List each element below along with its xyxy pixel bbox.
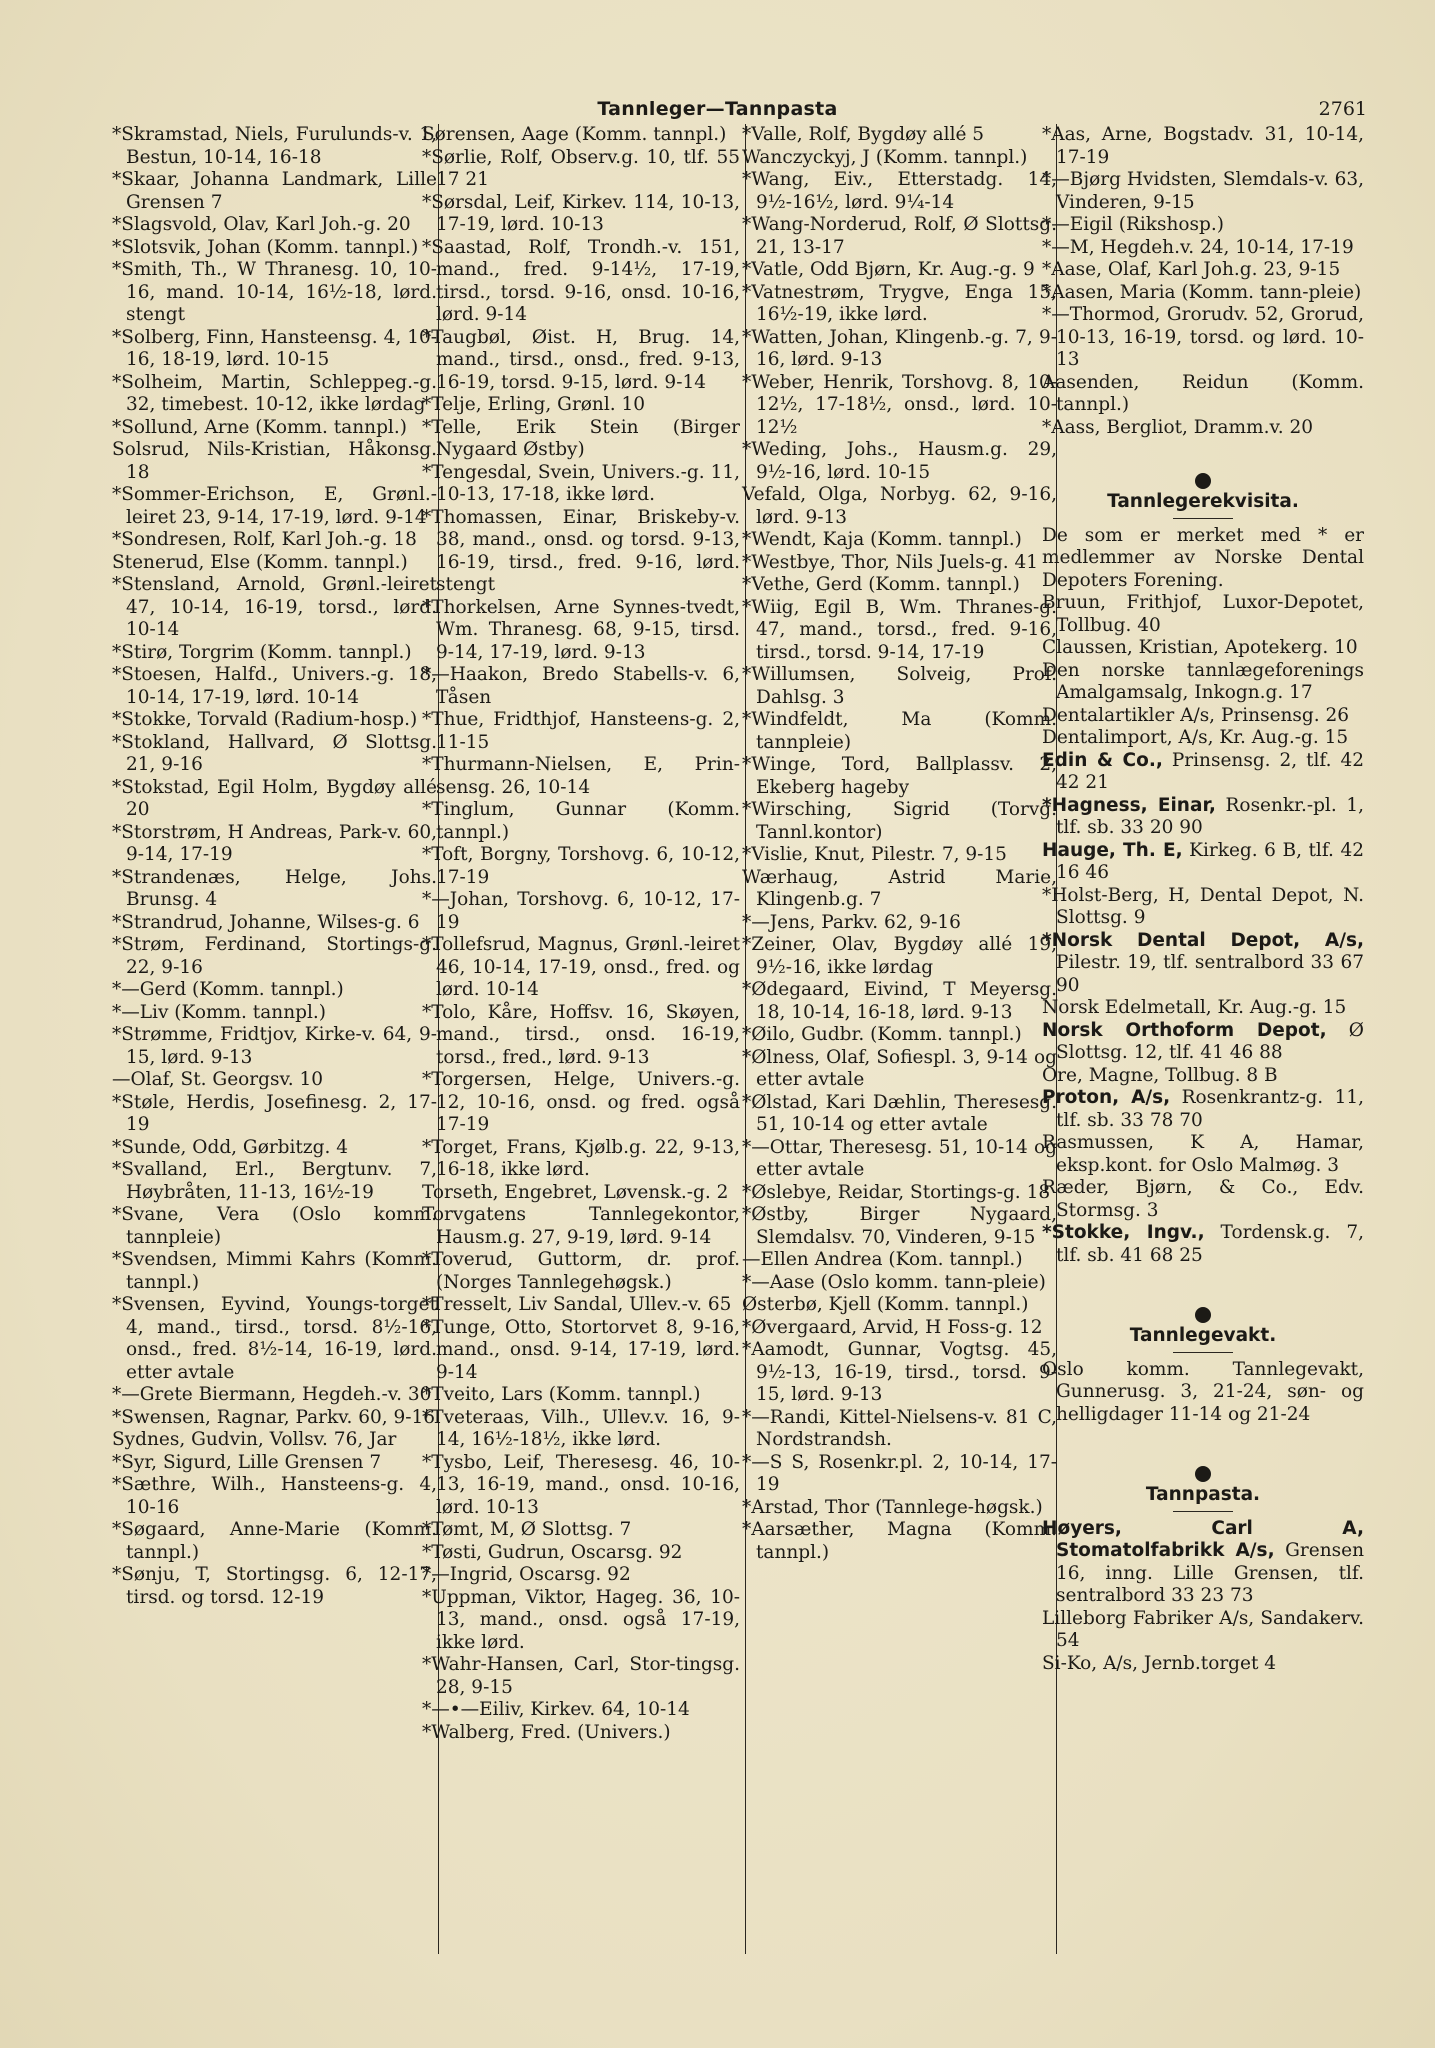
entry-details: Kirkeg. 6 B, tlf. 42 16 46 bbox=[1056, 839, 1364, 883]
directory-entry: *Torgersen, Helge, Univers.-g. 12, 10-16, onsd. og fred. også 17-19 bbox=[422, 1069, 740, 1135]
directory-entry: Oslo komm. Tannlegevakt, Gunnerusg. 3, 21-24, søn- og helligdager 11-14 og 21-24 bbox=[1042, 1358, 1364, 1425]
directory-entry: *Aase, Olaf, Karl Joh.g. 23, 9-15 bbox=[1042, 259, 1341, 280]
directory-entry: *Storstrøm, H Andreas, Park-v. 60, 9-14, 17-19 bbox=[112, 821, 437, 865]
entry-details: Rosenkrantz-g. 11, tlf. sb. 33 78 70 bbox=[1056, 1087, 1364, 1131]
directory-entry: *Svendsen, Mimmi Kahrs (Komm. tannpl.) bbox=[112, 1249, 437, 1293]
directory-entry: *Strøm, Ferdinand, Stortings-g. 22, 9-16 bbox=[112, 934, 437, 978]
directory-entry: Sydnes, Gudvin, Vollsv. 76, Jar bbox=[112, 1429, 397, 1450]
directory-entry: *Svensen, Eyvind, Youngs-torget 4, mand., tirsd., torsd. 8½-16, onsd., fred. 8½-14, 16-19, lørd. etter avtale bbox=[112, 1294, 437, 1383]
directory-entry: *Tøsti, Gudrun, Oscarsg. 92 bbox=[422, 1541, 683, 1563]
section-divider bbox=[1173, 1511, 1233, 1512]
directory-entry: *Støle, Herdis, Josefinesg. 2, 17-19 bbox=[112, 1091, 437, 1135]
directory-entry: Wærhaug, Astrid Marie, Klingenb.g. 7 bbox=[742, 866, 1057, 910]
directory-entry: *Tresselt, Liv Sandal, Ullev.-v. 65 bbox=[422, 1294, 732, 1315]
directory-entry: Østerbø, Kjell (Komm. tannpl.) bbox=[742, 1294, 1029, 1315]
directory-entry: *Westbye, Thor, Nils Juels-g. 41 bbox=[742, 551, 1039, 573]
directory-entry bbox=[1042, 1177, 1364, 1222]
directory-entry: *Vatle, Odd Bjørn, Kr. Aug.-g. 9 bbox=[742, 259, 1035, 280]
directory-entry: *Weber, Henrik, Torshovg. 8, 10-12½, 17-18½, onsd., lørd. 10-12½ bbox=[742, 371, 1057, 438]
directory-entry: *—Aase (Oslo komm. tann-pleie) bbox=[742, 1271, 1046, 1293]
directory-entry: *Wang-Norderud, Rolf, Ø Slottsg. 21, 13-17 bbox=[742, 214, 1057, 258]
directory-entry: *Zeiner, Olav, Bygdøy allé 19, 9½-16, ikke lørdag bbox=[742, 934, 1057, 978]
directory-entry: *Tunge, Otto, Stortorvet 8, 9-16, mand., onsd. 9-14, 17-19, lørd. 9-14 bbox=[422, 1316, 740, 1383]
directory-entry: *Aass, Bergliot, Dramm.v. 20 bbox=[1042, 416, 1314, 438]
directory-entry: *Aasen, Maria (Komm. tann-pleie) bbox=[1042, 281, 1362, 303]
directory-entry: *Ødegaard, Eivind, T Meyersg. 18, 10-14, 16-18, lørd. 9-13 bbox=[742, 979, 1057, 1023]
entry-name: *Stokke, Ingv., bbox=[1042, 1222, 1205, 1243]
directory-entry: Torvgatens Tannlegekontor, Hausm.g. 27, 9-19, lørd. 9-14 bbox=[422, 1204, 740, 1248]
entry-details: *Holst-Berg, H, Dental Depot, N. Slottsg. 9 bbox=[1042, 884, 1364, 928]
directory-entry: *—Gerd (Komm. tannpl.) bbox=[112, 979, 344, 1000]
section-title-rekvisita: Tannlegerekvisita. bbox=[1107, 491, 1299, 512]
directory-entry: *Arstad, Thor (Tannlege-høgsk.) bbox=[742, 1496, 1043, 1518]
directory-entry: *Toverud, Guttorm, dr. prof. (Norges Tannlegehøgsk.) bbox=[422, 1249, 740, 1293]
entry-details: Prinsensg. 2, tlf. 42 42 21 bbox=[1056, 749, 1364, 793]
directory-entry: Wanczyckyj, J (Komm. tannpl.) bbox=[742, 146, 1028, 168]
directory-entry: *Vatnestrøm, Trygve, Enga 15, 16½-19, ikke lørd. bbox=[742, 281, 1057, 325]
directory-entry: *Telje, Erling, Grønl. 10 bbox=[422, 394, 646, 415]
directory-entry: *Uppman, Viktor, Hageg. 36, 10-13, mand., onsd. også 17-19, ikke lørd. bbox=[422, 1586, 740, 1653]
directory-entry: *Winge, Tord, Ballplassv. 2, Ekeberg hageby bbox=[742, 754, 1057, 798]
directory-entry: *—Liv (Komm. tannpl.) bbox=[112, 1001, 326, 1023]
directory-entry: *Sæthre, Wilh., Hansteens-g. 4, 10-16 bbox=[112, 1474, 437, 1518]
directory-entry bbox=[1042, 1132, 1364, 1177]
directory-entry bbox=[1042, 1065, 1364, 1088]
directory-entry: *—•—Eiliv, Kirkev. 64, 10-14 bbox=[422, 1699, 690, 1720]
directory-entry: *Ølness, Olaf, Sofiespl. 3, 9-14 og etter avtale bbox=[742, 1046, 1057, 1090]
entry-details: Pilestr. 19, tlf. sentralbord 33 67 90 bbox=[1056, 952, 1364, 996]
directory-entry bbox=[1042, 1608, 1364, 1653]
directory-entry: *Wang, Eiv., Etterstadg. 14, 9½-16½, lørd. 9¼-14 bbox=[742, 169, 1057, 213]
directory-entry bbox=[1042, 1653, 1364, 1676]
column-1 bbox=[112, 124, 437, 1609]
directory-entry: *Tengesdal, Svein, Univers.-g. 11, 10-13, 17-18, ikke lørd. bbox=[422, 461, 740, 505]
column-2 bbox=[422, 124, 740, 1744]
directory-entry: *Sollund, Arne (Komm. tannpl.) bbox=[112, 416, 407, 438]
directory-entry: *Aarsæther, Magna (Komm. tannpl.) bbox=[742, 1519, 1057, 1563]
directory-entry bbox=[1042, 592, 1364, 637]
directory-entry: *Sunde, Odd, Gørbitzg. 4 bbox=[112, 1136, 348, 1158]
directory-entry bbox=[1042, 840, 1364, 885]
directory-entry: *Stensland, Arnold, Grønl.-leiret 47, 10-14, 16-19, torsd., lørd. 10-14 bbox=[112, 574, 437, 640]
tannpasta-list bbox=[1042, 1518, 1364, 1676]
directory-entry: *Tollefsrud, Magnus, Grønl.-leiret 46, 10-14, 17-19, onsd., fred. og lørd. 10-14 bbox=[422, 934, 740, 1000]
directory-entry: *Thue, Fridthjof, Hansteens-g. 2, 11-15 bbox=[422, 709, 740, 753]
directory-entry: *Telle, Erik Stein (Birger Nygaard Østby) bbox=[422, 416, 740, 460]
directory-entry: *Wahr-Hansen, Carl, Stor-tingsg. 28, 9-15 bbox=[422, 1654, 740, 1698]
column-4-listing bbox=[1042, 124, 1364, 439]
directory-entry: *Øilo, Gudbr. (Komm. tannpl.) bbox=[742, 1024, 1022, 1045]
directory-entry: *Solberg, Finn, Hansteensg. 4, 10-16, 18-19, lørd. 10-15 bbox=[112, 326, 437, 370]
entry-details: Ræder, Bjørn, & Co., Edv. Stormsg. 3 bbox=[1042, 1177, 1364, 1221]
directory-entry bbox=[1042, 930, 1364, 998]
directory-entry: —Olaf, St. Georgsv. 10 bbox=[112, 1069, 324, 1090]
directory-entry: *Tysbo, Leif, Theresesg. 46, 10-13, 16-19, mand., onsd. 10-16, lørd. 10-13 bbox=[422, 1451, 740, 1518]
section-intro: De som er merket med * er medlemmer av Norske Dental Depoters Forening. bbox=[1042, 524, 1364, 591]
directory-entry bbox=[1042, 1518, 1364, 1608]
directory-entry: *Tolo, Kåre, Hoffsv. 16, Skøyen, mand., tirsd., onsd. 16-19, torsd., fred., lørd. 9-13 bbox=[422, 1001, 740, 1068]
directory-entry: *Skaar, Johanna Landmark, Lille Grensen 7 bbox=[112, 169, 437, 213]
entry-details: Norsk Edelmetall, Kr. Aug.-g. 15 bbox=[1042, 997, 1347, 1018]
directory-entry: *Thomassen, Einar, Briskeby-v. 38, mand., onsd. og torsd. 9-13, 16-19, tirsd., fred. 9-16, lørd. stengt bbox=[422, 506, 740, 595]
section-title-tannpasta: Tannpasta. bbox=[1145, 1484, 1261, 1505]
directory-entry: *—Grete Biermann, Hegdeh.-v. 30 bbox=[112, 1384, 432, 1405]
directory-entry: *Valle, Rolf, Bygdøy allé 5 bbox=[742, 124, 985, 145]
directory-entry: *Wendt, Kaja (Komm. tannpl.) bbox=[742, 529, 1022, 550]
directory-entry bbox=[1042, 750, 1364, 795]
directory-entry: *Windfeldt, Ma (Komm. tannpleie) bbox=[742, 709, 1057, 753]
bullet-icon bbox=[1195, 1307, 1211, 1323]
directory-entry bbox=[1042, 1087, 1364, 1132]
rekvisita-list bbox=[1042, 592, 1364, 1267]
column-4 bbox=[1042, 124, 1364, 1675]
directory-entry: *Thurmann-Nielsen, E, Prin-sensg. 26, 10-14 bbox=[422, 754, 740, 798]
directory-entry: *Tveito, Lars (Komm. tannpl.) bbox=[422, 1384, 701, 1405]
entry-details: Claussen, Kristian, Apotekerg. 10 bbox=[1042, 637, 1358, 658]
vakt-list bbox=[1042, 1359, 1364, 1427]
directory-entry: *Sørsdal, Leif, Kirkev. 114, 10-13, 17-19, lørd. 10-13 bbox=[422, 191, 740, 235]
entry-details: Ore, Magne, Tollbug. 8 B bbox=[1042, 1064, 1278, 1086]
directory-entry: *—Ingrid, Oscarsg. 92 bbox=[422, 1564, 631, 1585]
directory-entry: *Svalland, Erl., Bergtunv. 7, Høybråten, 11-13, 16½-19 bbox=[112, 1159, 437, 1203]
entry-details: Grensen 16, inng. Lille Grensen, tlf. sentralbord 33 23 73 bbox=[1056, 1540, 1364, 1606]
entry-details: Tordensk.g. 7, tlf. sb. 41 68 25 bbox=[1056, 1222, 1364, 1266]
directory-entry: *Smith, Th., W Thranesg. 10, 10-16, mand. 10-14, 16½-18, lørd. stengt bbox=[112, 259, 437, 325]
directory-entry: Vefald, Olga, Norbyg. 62, 9-16, lørd. 9-13 bbox=[742, 484, 1057, 528]
directory-entry: Stenerud, Else (Komm. tannpl.) bbox=[112, 551, 408, 573]
entry-name: Edin & Co., bbox=[1042, 749, 1163, 771]
entry-name: Hauge, Th. E, bbox=[1042, 839, 1183, 861]
directory-entry: Sørensen, Aage (Komm. tannpl.) bbox=[422, 124, 727, 145]
entry-name: Proton, A/s, bbox=[1042, 1087, 1171, 1108]
directory-entry bbox=[1042, 885, 1364, 930]
directory-entry: *Thorkelsen, Arne Synnes-tvedt, Wm. Thranesg. 68, 9-15, tirsd. 9-14, 17-19, lørd. 9-13 bbox=[422, 596, 740, 663]
page-title: Tannleger—Tannpasta bbox=[597, 98, 838, 120]
directory-entry: *Willumsen, Solveig, Prof. Dahlsg. 3 bbox=[742, 664, 1057, 708]
entry-details: Rasmussen, K A, Hamar, eksp.kont. for Oslo Malmøg. 3 bbox=[1042, 1132, 1364, 1176]
section-title-vakt: Tannlegevakt. bbox=[1129, 1325, 1277, 1346]
directory-entry: *Aas, Arne, Bogstadv. 31, 10-14, 17-19 bbox=[1042, 124, 1364, 168]
directory-entry: Torseth, Engebret, Løvensk.-g. 2 bbox=[422, 1181, 729, 1203]
directory-entry: *Tveteraas, Vilh., Ullev.v. 16, 9-14, 16½-18½, ikke lørd. bbox=[422, 1406, 740, 1450]
directory-entry bbox=[1042, 795, 1364, 840]
directory-entry: *Øvergaard, Arvid, H Foss-g. 12 bbox=[742, 1316, 1043, 1338]
directory-entry: *Weding, Johs., Hausm.g. 29, 9½-16, lørd. 10-15 bbox=[742, 439, 1057, 483]
entry-name: Høyers, Carl A, Stomatolfabrikk A/s, bbox=[1042, 1517, 1364, 1561]
directory-entry: *Tømt, M, Ø Slottsg. 7 bbox=[422, 1519, 632, 1540]
directory-entry: *—S S, Rosenkr.pl. 2, 10-14, 17-19 bbox=[742, 1451, 1057, 1495]
entry-details: Bruun, Frithjof, Luxor-Depotet, Tollbug. 40 bbox=[1042, 592, 1364, 636]
directory-entry: *Walberg, Fred. (Univers.) bbox=[422, 1721, 671, 1743]
entry-details: Dentalimport, A/s, Kr. Aug.-g. 15 bbox=[1042, 727, 1349, 748]
entry-details: Ø Slottsg. 12, tlf. 41 46 88 bbox=[1056, 1019, 1364, 1063]
entry-details: Rosenkr.-pl. 1, tlf. sb. 33 20 90 bbox=[1056, 794, 1364, 838]
directory-entry: *—Eigil (Rikshosp.) bbox=[1042, 214, 1224, 235]
directory-entry: *Wirsching, Sigrid (Torvg. Tannl.kontor) bbox=[742, 799, 1057, 843]
directory-entry: *—Haakon, Bredo Stabells-v. 6, Tåsen bbox=[422, 664, 740, 708]
bullet-icon bbox=[1195, 1466, 1211, 1482]
directory-entry: *Stokstad, Egil Holm, Bygdøy allé 20 bbox=[112, 776, 437, 820]
directory-entry: *Slagsvold, Olav, Karl Joh.-g. 20 bbox=[112, 214, 411, 235]
directory-entry: *Swensen, Ragnar, Parkv. 60, 9-16 bbox=[112, 1406, 436, 1428]
section-divider bbox=[1173, 518, 1233, 519]
entry-details: Lilleborg Fabriker A/s, Sandakerv. 54 bbox=[1042, 1607, 1364, 1651]
directory-entry: *Østby, Birger Nygaard, Slemdalsv. 70, Vinderen, 9-15 bbox=[742, 1204, 1057, 1248]
bullet-icon bbox=[1195, 473, 1211, 489]
directory-entry: *—Ottar, Theresesg. 51, 10-14 og etter avtale bbox=[742, 1136, 1057, 1180]
directory-entry: *Strandrud, Johanne, Wilses-g. 6 bbox=[112, 911, 420, 933]
directory-entry: *Stokland, Hallvard, Ø Slottsg. 21, 9-16 bbox=[112, 731, 437, 775]
entry-details: Dentalartikler A/s, Prinsensg. 26 bbox=[1042, 704, 1350, 726]
directory-entry bbox=[1042, 997, 1364, 1020]
directory-entry: *Syr, Sigurd, Lille Grensen 7 bbox=[112, 1451, 382, 1473]
directory-entry: *Sondresen, Rolf, Karl Joh.-g. 18 bbox=[112, 529, 417, 550]
directory-entry: *—Jens, Parkv. 62, 9-16 bbox=[742, 911, 961, 933]
directory-entry: *Slotsvik, Johan (Komm. tannpl.) bbox=[112, 236, 419, 258]
directory-entry: *Ølstad, Kari Dæhlin, Theresesg. 51, 10-14 og etter avtale bbox=[742, 1091, 1057, 1135]
directory-entry: *Taugbøl, Øist. H, Brug. 14, mand., tirsd., onsd., fred. 9-13, 16-19, torsd. 9-15, lørd. 9-14 bbox=[422, 326, 740, 393]
directory-entry bbox=[1042, 705, 1364, 728]
directory-entry: *Skramstad, Niels, Furulunds-v. 1, Bestun, 10-14, 16-18 bbox=[112, 124, 437, 168]
directory-entry: *Sørlie, Rolf, Observ.g. 10, tlf. 55 17 21 bbox=[422, 146, 740, 190]
directory-entry: *Søgaard, Anne-Marie (Komm. tannpl.) bbox=[112, 1519, 437, 1563]
directory-entry bbox=[1042, 637, 1364, 660]
directory-entry: *Tinglum, Gunnar (Komm. tannpl.) bbox=[422, 799, 740, 843]
entry-name: *Hagness, Einar, bbox=[1042, 794, 1216, 816]
directory-entry: *Saastad, Rolf, Trondh.-v. 151, mand., fred. 9-14½, 17-19, tirsd., torsd. 9-16, onsd. 10-16, lørd. 9-14 bbox=[422, 236, 740, 325]
directory-entry bbox=[1042, 660, 1364, 705]
column-3 bbox=[742, 124, 1057, 1564]
directory-entry: *Sønju, T, Stortingsg. 6, 12-17, tirsd. og torsd. 12-19 bbox=[112, 1564, 437, 1608]
directory-entry: *Wiig, Egil B, Wm. Thranes-g. 47, mand., torsd., fred. 9-16, tirsd., torsd. 9-14, 17-19 bbox=[742, 596, 1057, 663]
directory-entry: *—Johan, Torshovg. 6, 10-12, 17-19 bbox=[422, 889, 740, 933]
section-divider bbox=[1173, 1352, 1233, 1353]
directory-entry: *—Thormod, Grorudv. 52, Grorud, 10-13, 16-19, torsd. og lørd. 10-13 bbox=[1042, 304, 1364, 370]
directory-entry: *Øslebye, Reidar, Stortings-g. 18 bbox=[742, 1181, 1051, 1203]
directory-entry: *Strandenæs, Helge, Johs. Brunsg. 4 bbox=[112, 866, 437, 910]
directory-entry: *—Bjørg Hvidsten, Slemdals-v. 63, Vinderen, 9-15 bbox=[1042, 169, 1364, 213]
entry-details: Si-Ko, A/s, Jernb.torget 4 bbox=[1042, 1652, 1277, 1674]
directory-entry: —Ellen Andrea (Kom. tannpl.) bbox=[742, 1249, 1023, 1270]
directory-entry bbox=[1042, 1222, 1364, 1267]
directory-entry: Solsrud, Nils-Kristian, Håkonsg. 18 bbox=[112, 439, 437, 483]
directory-entry: *Torget, Frans, Kjølb.g. 22, 9-13, 16-18, ikke lørd. bbox=[422, 1136, 740, 1180]
directory-entry: *Vethe, Gerd (Komm. tannpl.) bbox=[742, 574, 1020, 595]
directory-entry: *Svane, Vera (Oslo komm. tannpleie) bbox=[112, 1204, 437, 1248]
entry-details: Den norske tannlægeforenings Amalgamsalg, Inkogn.g. 17 bbox=[1042, 659, 1364, 703]
directory-entry: *Sommer-Erichson, E, Grønl.-leiret 23, 9-14, 17-19, lørd. 9-14 bbox=[112, 484, 437, 528]
directory-entry: *Vislie, Knut, Pilestr. 7, 9-15 bbox=[742, 844, 1007, 865]
entry-name: *Norsk Dental Depot, A/s, bbox=[1042, 929, 1364, 951]
directory-entry bbox=[1042, 1020, 1364, 1065]
directory-entry: *Aamodt, Gunnar, Vogtsg. 45, 9½-13, 16-19, tirsd., torsd. 9-15, lørd. 9-13 bbox=[742, 1339, 1057, 1405]
directory-entry: *Stoesen, Halfd., Univers.-g. 18, 10-14, 17-19, lørd. 10-14 bbox=[112, 664, 437, 708]
directory-entry: *—Randi, Kittel-Nielsens-v. 81 C, Nordstrandsh. bbox=[742, 1406, 1057, 1450]
directory-entry: *Toft, Borgny, Torshovg. 6, 10-12, 17-19 bbox=[422, 844, 740, 888]
entry-name: Norsk Orthoform Depot, bbox=[1042, 1019, 1327, 1041]
directory-entry: *—M, Hegdeh.v. 24, 10-14, 17-19 bbox=[1042, 236, 1354, 258]
directory-entry: *Stokke, Torvald (Radium-hosp.) bbox=[112, 709, 418, 730]
directory-entry bbox=[1042, 727, 1364, 750]
directory-entry: Aasenden, Reidun (Komm. tannpl.) bbox=[1042, 371, 1364, 415]
page-number: 2761 bbox=[1318, 98, 1367, 120]
directory-entry: *Stirø, Torgrim (Komm. tannpl.) bbox=[112, 641, 412, 663]
directory-entry: *Strømme, Fridtjov, Kirke-v. 64, 9-15, lørd. 9-13 bbox=[112, 1024, 437, 1068]
directory-entry: *Watten, Johan, Klingenb.-g. 7, 9-16, lørd. 9-13 bbox=[742, 326, 1057, 370]
directory-entry: *Solheim, Martin, Schleppeg.-g. 32, timebest. 10-12, ikke lørdag bbox=[112, 371, 437, 415]
